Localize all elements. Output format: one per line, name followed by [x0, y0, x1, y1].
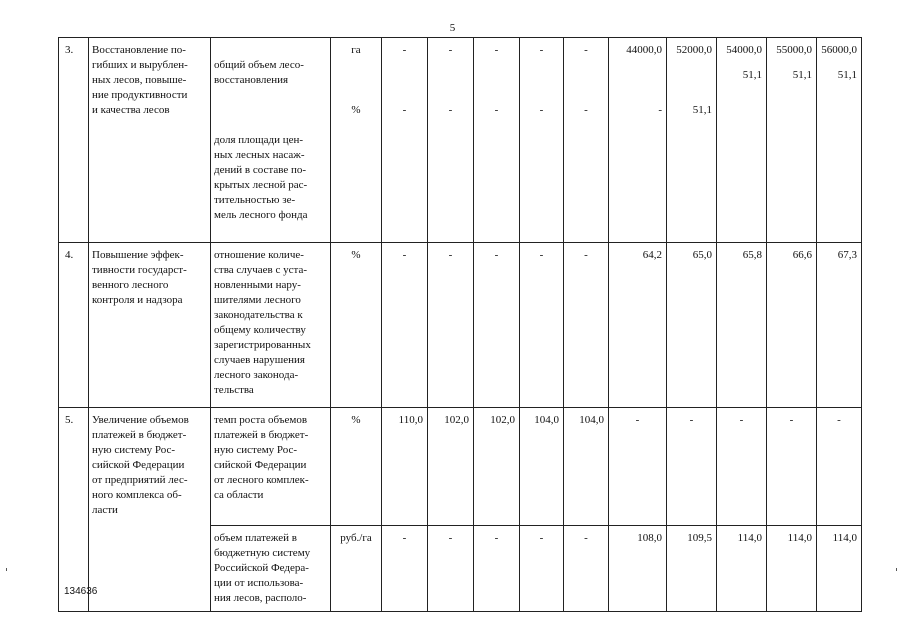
value: 56000,0 — [821, 44, 857, 56]
value: - — [520, 526, 564, 612]
document-code: 134636 — [64, 586, 98, 597]
value: 55000,0 — [776, 44, 812, 56]
unit: % — [351, 104, 361, 116]
page-number: 5 — [449, 22, 456, 34]
value: 65,8 — [717, 243, 767, 408]
value: - — [494, 104, 499, 116]
indicator-name: отношение количе- ства случаев с уста- новленными нару- шителями лесного законодательства к общему количеству зарегистрированных случаев нарушения лесного законода- тельства — [211, 243, 331, 408]
value: 44000,0 — [626, 44, 662, 56]
value-cell — [474, 38, 520, 243]
goal-name: Восстановление по- гибших и вырублен- ных лесов, повыше- ние продуктивности и качества лесов — [89, 38, 211, 243]
value: 114,0 — [767, 526, 817, 612]
row-number: 4. — [59, 243, 89, 408]
unit-cell — [331, 38, 382, 243]
value: 114,0 — [717, 526, 767, 612]
value-cell — [609, 38, 667, 243]
table-row-5 — [59, 408, 862, 526]
value-cell — [767, 38, 817, 243]
goal-name: Увеличение объемов платежей в бюджет- ную систему Рос- сийской Федерации от предприятий лес- ного комплекса об- ласти — [89, 408, 211, 612]
unit: руб./га — [331, 526, 382, 612]
value: - — [564, 526, 609, 612]
value: - — [717, 408, 767, 526]
value: - — [584, 104, 588, 116]
value: - — [817, 408, 862, 526]
value-cell — [667, 38, 717, 243]
value: 110,0 — [382, 408, 428, 526]
value: - — [428, 526, 474, 612]
value: - — [448, 104, 453, 116]
value: - — [474, 243, 520, 408]
value: - — [584, 44, 588, 56]
row-number: 5. — [59, 408, 89, 612]
value: - — [494, 44, 499, 56]
value-cell — [520, 38, 564, 243]
value-cell — [382, 38, 428, 243]
value: - — [539, 104, 544, 116]
value: - — [564, 243, 609, 408]
row-number: 3. — [59, 38, 89, 243]
value: 109,5 — [667, 526, 717, 612]
unit: га — [351, 44, 361, 56]
indicator-cell — [211, 38, 331, 243]
value: - — [520, 243, 564, 408]
value: 104,0 — [564, 408, 609, 526]
value-cell — [717, 38, 767, 243]
indicator-name: темп роста объемов платежей в бюджет- ную систему Рос- сийской Федерации от лесного комплек- са области — [211, 408, 331, 526]
value: 51,1 — [837, 69, 857, 81]
scan-mark — [896, 568, 897, 571]
value: 51,1 — [692, 104, 712, 116]
value: 102,0 — [428, 408, 474, 526]
indicator-name: объем платежей в бюджетную систему Российской Федера- ции от использова- ния лесов, располо- — [211, 526, 331, 612]
value: 104,0 — [520, 408, 564, 526]
indicators-table — [58, 37, 862, 612]
value: - — [448, 44, 453, 56]
value: 65,0 — [667, 243, 717, 408]
value: 54000,0 — [726, 44, 762, 56]
value: 51,1 — [792, 69, 812, 81]
value: - — [658, 104, 662, 116]
value: 102,0 — [474, 408, 520, 526]
value-cell — [428, 38, 474, 243]
value: - — [428, 243, 474, 408]
indicator-name: общий объем лесо- восстановления — [214, 59, 304, 86]
value: - — [539, 44, 544, 56]
value: 64,2 — [609, 243, 667, 408]
value: - — [402, 44, 407, 56]
value: 67,3 — [817, 243, 862, 408]
value-cell — [564, 38, 609, 243]
value: 51,1 — [742, 69, 762, 81]
value: - — [767, 408, 817, 526]
value: 114,0 — [817, 526, 862, 612]
value: - — [402, 104, 407, 116]
scan-mark — [6, 568, 7, 571]
table-row-4 — [59, 243, 862, 408]
value: 66,6 — [767, 243, 817, 408]
unit: % — [331, 408, 382, 526]
table-row-3 — [59, 38, 862, 243]
goal-name: Повышение эффек- тивности государст- венного лесного контроля и надзора — [89, 243, 211, 408]
value: 52000,0 — [676, 44, 712, 56]
value-cell — [817, 38, 862, 243]
value: - — [474, 526, 520, 612]
value: - — [609, 408, 667, 526]
value: 108,0 — [609, 526, 667, 612]
value: - — [667, 408, 717, 526]
value: - — [382, 243, 428, 408]
indicator-name: доля площади цен- ных лесных насаж- дений в составе по- крытых лесной рас- тительностью зе- мель лесного фонда — [214, 134, 308, 221]
value: - — [382, 526, 428, 612]
unit: % — [331, 243, 382, 408]
